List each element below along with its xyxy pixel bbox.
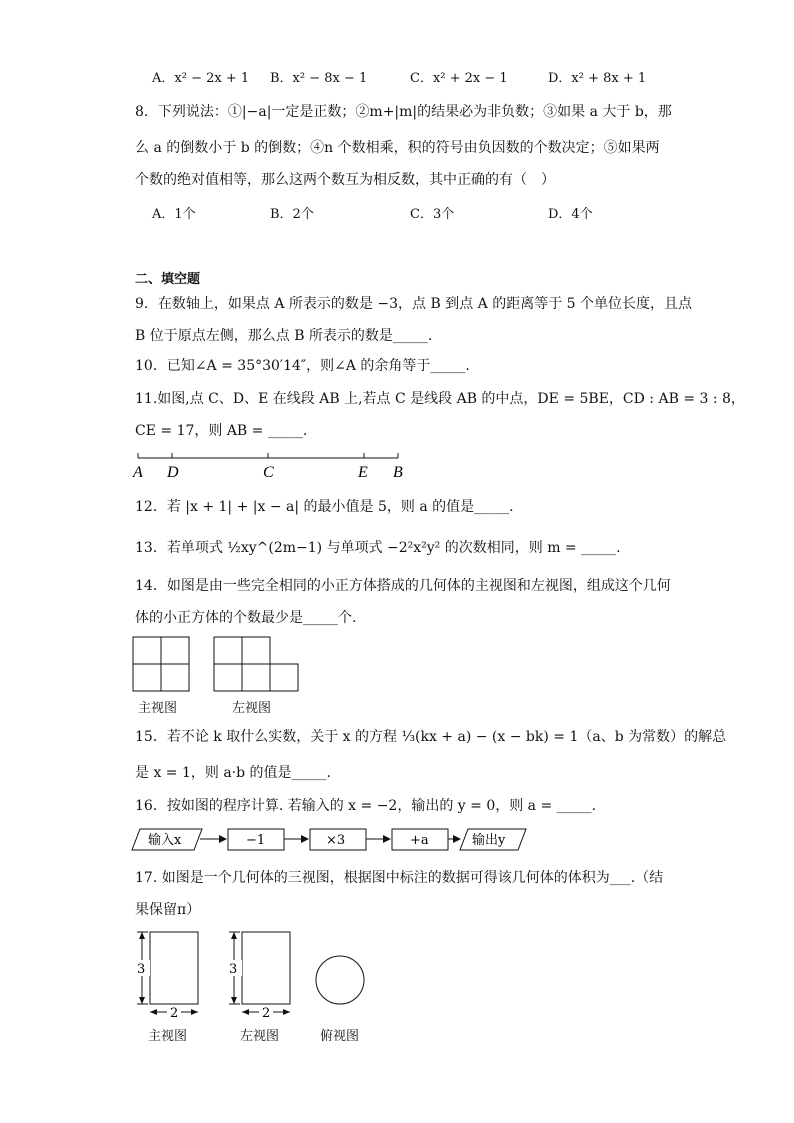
point-b-label: B: [393, 464, 403, 481]
front-width-label: 2: [170, 1006, 179, 1021]
top-circle: [316, 956, 364, 1004]
q11-line-2: CE = 17，则 AB = _____.: [135, 423, 308, 439]
q14-line-1: 14．如图是由一些完全相同的小正方体搭成的几何体的主视图和左视图，组成这个几何: [135, 578, 671, 594]
q17-front-view: [130, 928, 210, 1024]
q11-line-1: 11.如图,点 C、D、E 在线段 AB 上,若点 C 是线段 AB 的中点，DE = 5BE，CD : AB = 3 : 8，: [135, 391, 745, 407]
point-c-label: C: [263, 464, 274, 481]
q16-flowchart: [130, 826, 530, 854]
q14-front-label: 主视图: [138, 701, 178, 716]
q8-option-c: C．3个: [410, 207, 455, 222]
flow-input-text: 输入x: [148, 833, 182, 848]
left-height-label: 3: [229, 962, 238, 977]
left-width-label: 2: [262, 1006, 271, 1021]
q14-left-label: 左视图: [232, 701, 272, 716]
q15-line-2: 是 x = 1，则 a·b 的值是_____.: [135, 765, 331, 781]
q17-left-view: [222, 928, 302, 1024]
q13-line-1: 13．若单项式 ½xy^(2m−1) 与单项式 −2²x²y² 的次数相同，则 m = _____.: [135, 540, 621, 556]
left-rectangle: [242, 932, 290, 1004]
q17-front-label: 主视图: [148, 1029, 188, 1044]
q17-top-view: [312, 952, 372, 1012]
section-title: 二、填空题: [135, 272, 201, 287]
q14-line-2: 体的小正方体的个数最少是_____个.: [135, 610, 357, 626]
q16-line-1: 16．按如图的程序计算. 若输入的 x = −2，输出的 y = 0，则 a = _____.: [135, 798, 597, 814]
q11-segment-diagram: [130, 448, 420, 484]
point-e-label: E: [358, 464, 368, 481]
q12-line-1: 12．若 |x + 1| + |x − a| 的最小值是 5，则 a 的值是_____.: [135, 499, 514, 515]
flow-minus-one-text: −1: [246, 833, 266, 848]
q8-option-a: A．1个: [152, 207, 196, 222]
q10-line-1: 10．已知∠A = 35°30′14″，则∠A 的余角等于_____.: [135, 358, 470, 374]
flow-output-text: 输出y: [472, 833, 506, 848]
q8-option-d: D．4个: [548, 207, 593, 222]
q14-left-view: [213, 636, 303, 694]
q7-option-a: A．x² − 2x + 1: [152, 71, 250, 86]
q14-front-view: [132, 636, 192, 694]
q7-option-d: D．x² + 8x + 1: [548, 71, 647, 86]
q17-top-label: 俯视图: [320, 1029, 360, 1044]
q17-line-1: 17. 如图是一个几何体的三视图，根据图中标注的数据可得该几何体的体积为___.（结: [135, 870, 664, 886]
q17-left-label: 左视图: [240, 1029, 280, 1044]
q15-line-1: 15．若不论 k 取什么实数，关于 x 的方程 ⅓(kx + a) − (x − bk) = 1（a、b 为常数）的解总: [135, 729, 727, 745]
front-height-label: 3: [137, 962, 146, 977]
q8-line-1: 8．下列说法：①|−a|一定是正数；②m+|m|的结果必为非负数；③如果 a 大于 b，那: [135, 104, 672, 120]
point-a-label: A: [133, 464, 143, 481]
q7-option-c: C．x² + 2x − 1: [410, 71, 508, 86]
q7-option-b: B．x² − 8x − 1: [270, 71, 368, 86]
q9-line-2: B 位于原点左侧，那么点 B 所表示的数是_____.: [135, 328, 433, 344]
q9-line-1: 9．在数轴上，如果点 A 所表示的数是 −3，点 B 到点 A 的距离等于 5 个单位长度，且点: [135, 296, 693, 312]
q8-line-3: 个数的绝对值相等，那么这两个数互为相反数，其中正确的有（ ）: [135, 172, 555, 188]
point-d-label: D: [167, 464, 179, 481]
q8-option-b: B．2个: [270, 207, 314, 222]
front-rectangle: [150, 932, 198, 1004]
flow-plus-a-text: +a: [410, 833, 429, 848]
flow-times-three-text: ×3: [326, 833, 346, 848]
q8-line-2: 么 a 的倒数小于 b 的倒数；④n 个数相乘，积的符号由负因数的个数决定；⑤如果两: [135, 140, 660, 156]
q17-line-2: 果保留π）: [135, 902, 201, 918]
